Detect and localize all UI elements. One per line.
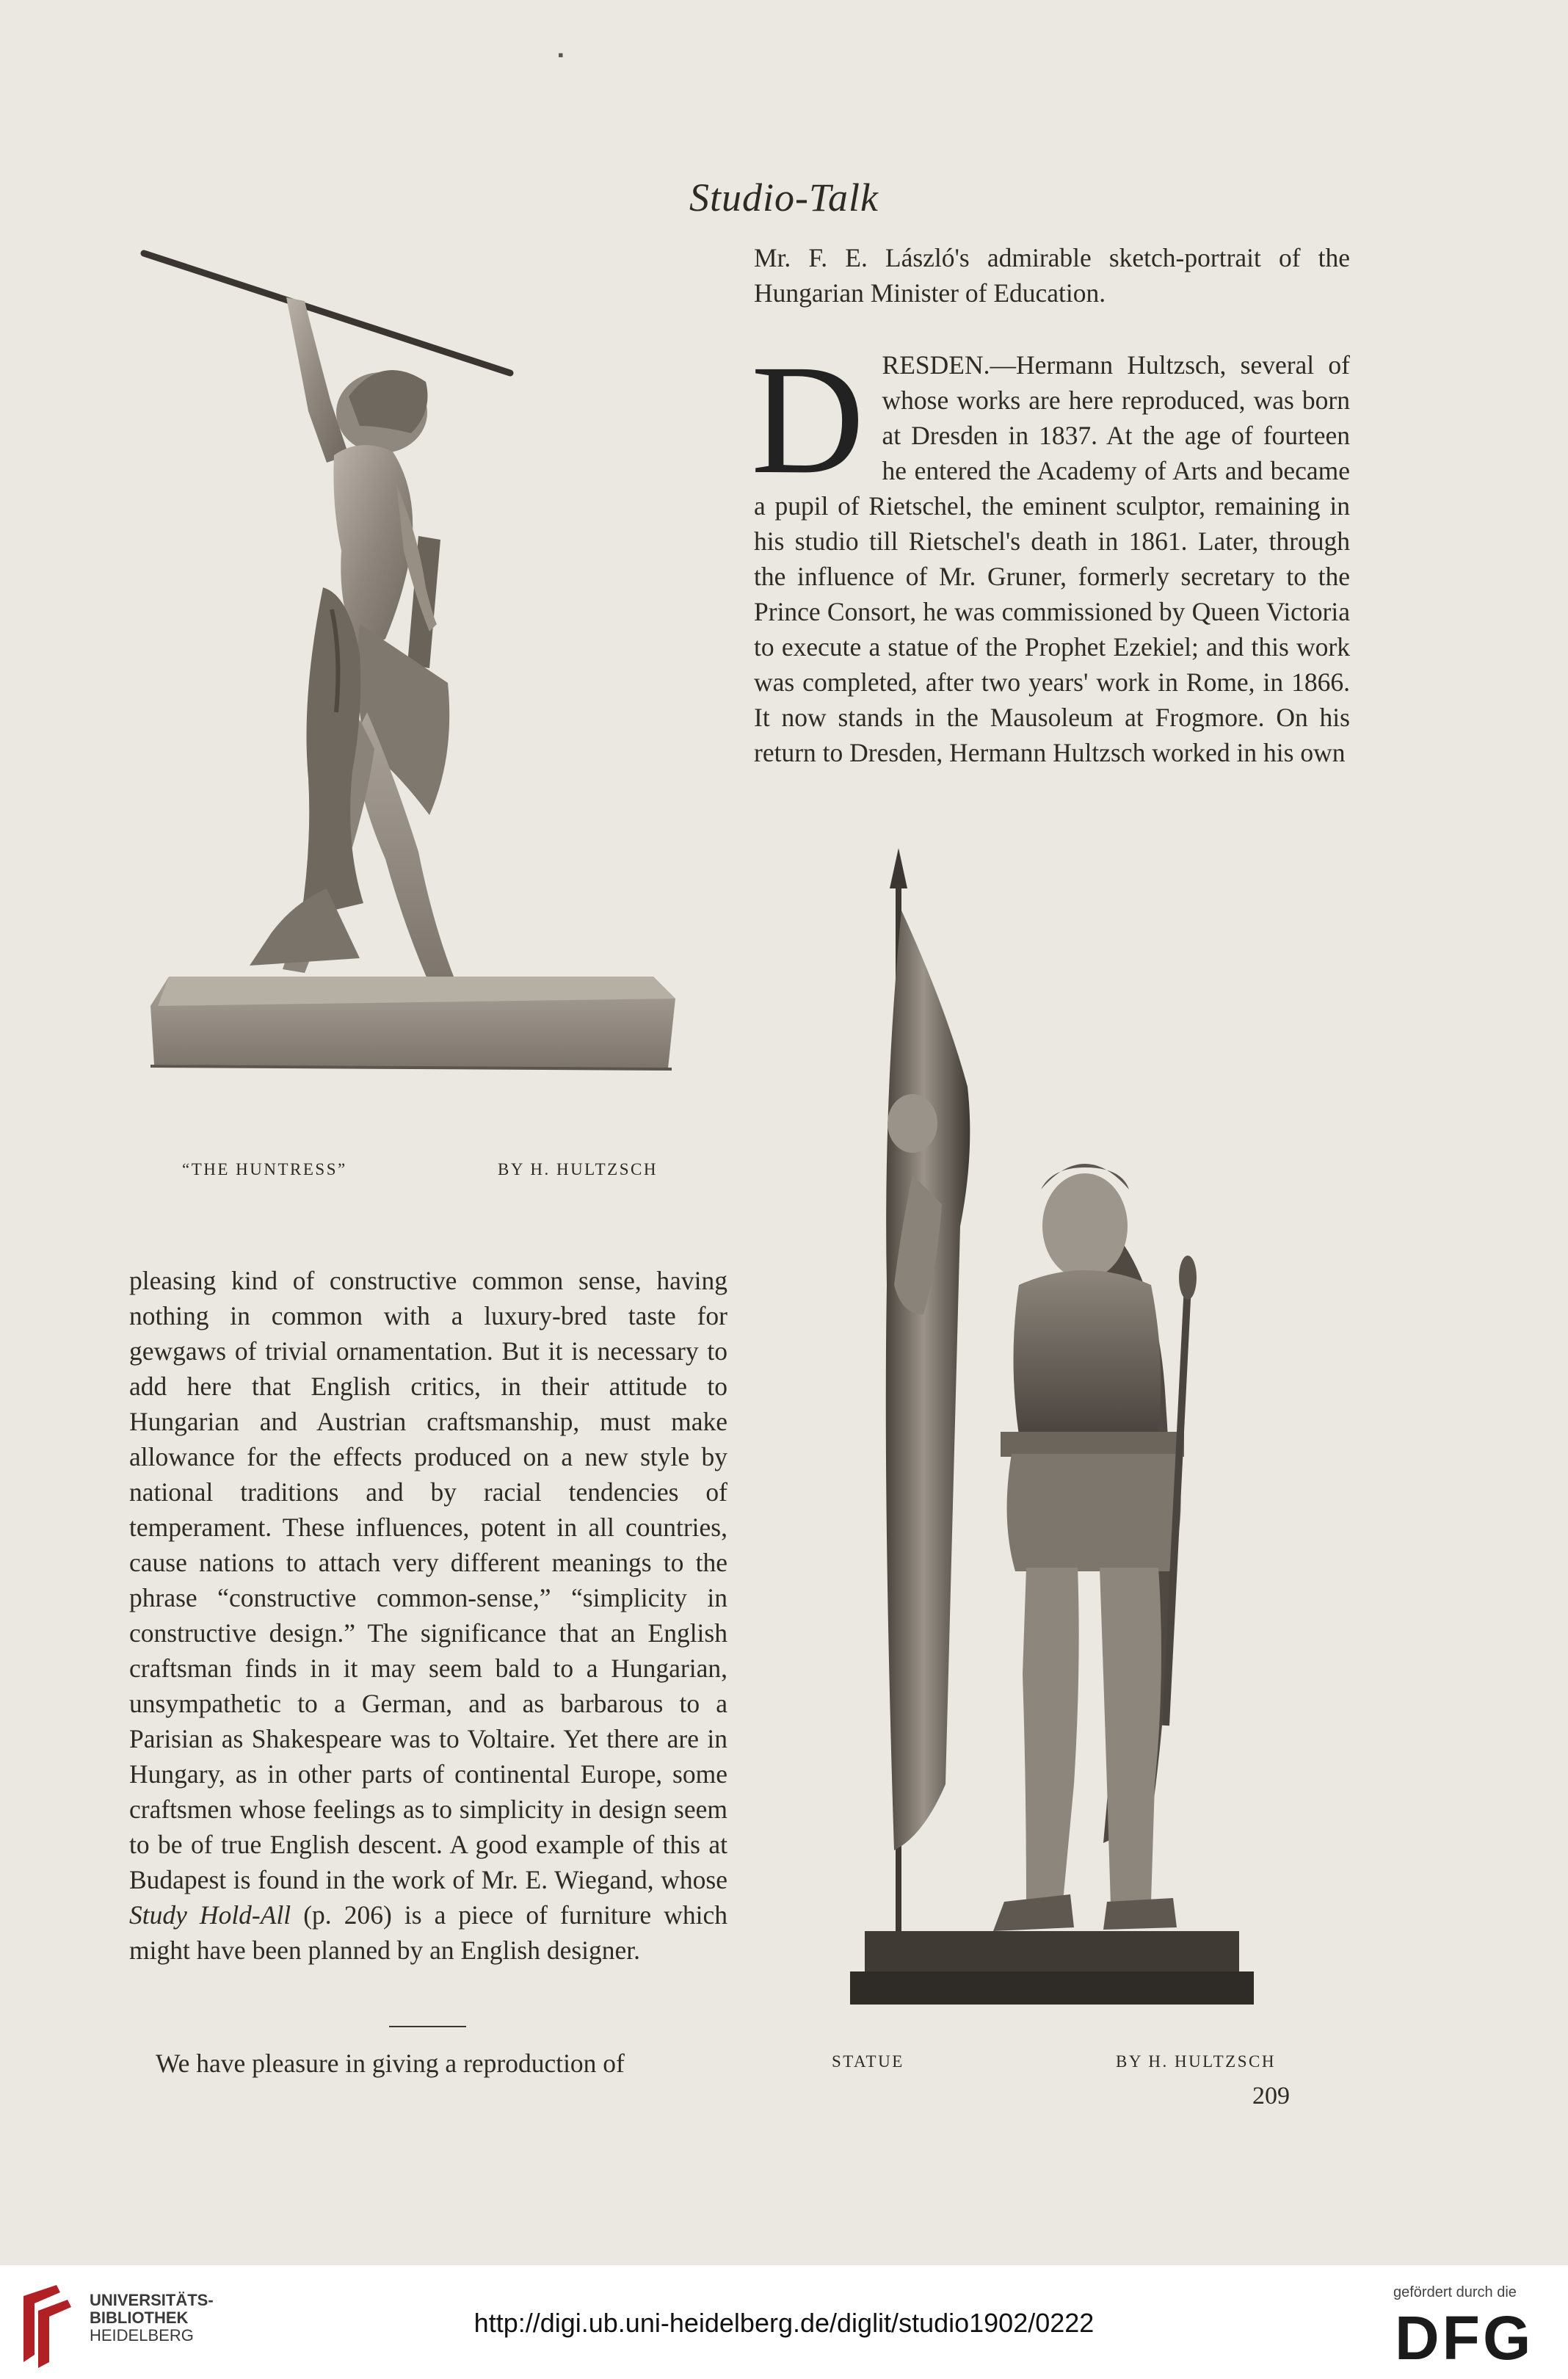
knight-statue-photo bbox=[843, 844, 1254, 2023]
statue-caption-title: STATUE bbox=[832, 2052, 904, 2071]
drop-cap: D bbox=[751, 333, 865, 507]
craftsmanship-text: pleasing kind of constructive common sense, having nothing in common with a luxury-bred taste for gewgaws of trivial ornamentation. But it is necessary to add here that English critics, in their attitude to Hungarian and Austrian craftsmanship, must make allowance for the effects produced on a new style by national traditions and by racial tendencies of temperament. These influences, potent in all countries, cause nations to attach very different meanings to the phrase “constructive common-sense,” “simplicity in constructive design.” The significance that an English craftsman finds in it may seem bald to a Hungarian, unsympathetic to a German, and as barbarous to a Parisian as Shakespeare was to Voltaire. Yet there are in Hungary, as in other parts of continental Europe, some craftsmen whose feelings as to simplicity in design seem to be of true English descent. A good example of this at Budapest is found in the work of Mr. E. Wiegand, whose bbox=[129, 1266, 727, 1894]
dresden-paragraph-text: RESDEN.—Hermann Hultzsch, several of whose works are here reproduced, was born at Dresden in 1837. At the age of fourteen he entered the Academy of Arts and became a pupil of Rietschel, the eminent sculptor, remaining in his studio till Rietschel's death in 1861. Later, through the influence of Mr. Gruner, formerly secretary to the Prince Consort, he was commissioned by Queen Victoria to execute a statue of the Prophet Ezekiel; and this work was completed, after two years' work in Rome, in 1866. It now stands in the Mausoleum at Frogmore. On his return to Dresden, Hermann Hultzsch worked in his own bbox=[754, 350, 1350, 767]
scan-speck: ▪ bbox=[558, 46, 564, 64]
running-title: Studio-Talk bbox=[689, 175, 879, 220]
italic-work-title: Study Hold-All bbox=[129, 1900, 291, 1930]
dfg-logo: DFG bbox=[1395, 2303, 1534, 2372]
dresden-paragraph bbox=[751, 333, 1350, 770]
funded-by-label: gefördert durch die bbox=[1393, 2284, 1517, 2300]
permalink-url[interactable]: http://digi.ub.uni-heidelberg.de/diglit/studio1902/0222 bbox=[473, 2308, 1095, 2338]
statue-caption-credit: BY H. HULTZSCH bbox=[1116, 2052, 1276, 2071]
institution-line-3: HEIDELBERG bbox=[90, 2326, 194, 2344]
craftsmanship-paragraph bbox=[129, 1263, 727, 1968]
huntress-sculpture-photo bbox=[139, 242, 683, 1112]
craftsmanship-text-end: (p. 206) is a piece of furniture which might have been planned by an English designer. bbox=[129, 1900, 727, 1965]
left-text-column bbox=[129, 1263, 727, 1968]
right-text-column bbox=[751, 240, 1350, 770]
section-divider bbox=[389, 2026, 466, 2027]
library-footer bbox=[0, 2265, 1568, 2379]
page-number: 209 bbox=[1252, 2082, 1290, 2110]
institution-line-2: BIBLIOTHEK bbox=[90, 2309, 189, 2327]
intro-paragraph: Mr. F. E. László's admirable sketch-portrait of the Hungarian Minister of Education. bbox=[754, 243, 1350, 308]
huntress-caption-title: “THE HUNTRESS” bbox=[182, 1160, 347, 1178]
closing-line: We have pleasure in giving a reproduction of bbox=[156, 2049, 625, 2078]
huntress-caption-credit: BY H. HULTZSCH bbox=[498, 1160, 658, 1178]
institution-line-1: UNIVERSITÄTS- bbox=[90, 2291, 214, 2309]
